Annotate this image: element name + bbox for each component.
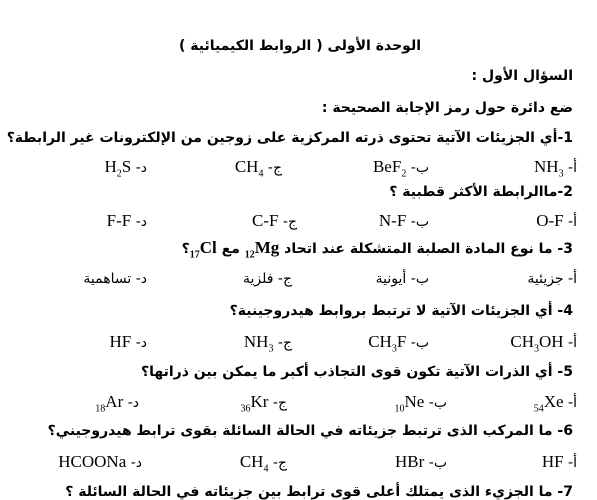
page-title: الوحدة الأولى ( الروابط الكيميائية ): [178, 38, 422, 54]
question-3: [182, 238, 573, 260]
option-letter: د-: [135, 271, 147, 287]
q4-option-a[interactable]: [510, 332, 577, 354]
q2-option-a[interactable]: [536, 211, 577, 231]
option-text: أيونية: [375, 271, 407, 287]
option-letter: ج-: [272, 395, 287, 411]
option-letter: ب-: [410, 335, 429, 351]
question-1: 1-أي الجزيئات الآتية تحتوى ذرته المركزية على زوجين من الإلكترونات غير الرابطة؟: [6, 130, 573, 146]
option-letter: أ-: [568, 214, 577, 230]
option-text: HBr: [395, 452, 425, 471]
option-text: $NH_3$: [243, 332, 274, 355]
option-text: فلزية: [242, 271, 274, 287]
q1-option-b[interactable]: [373, 157, 429, 179]
option-letter: د-: [127, 395, 139, 411]
option-text: $_{18}$Ar: [95, 392, 124, 415]
question-5: 5- أي الذرات الآتية تكون قوى التجاذب أكبر ما يمكن بين ذراتها؟: [141, 364, 573, 380]
q1-option-c[interactable]: [235, 157, 282, 179]
q3-qmark: ؟: [181, 241, 190, 257]
option-text: $NH_3$: [534, 157, 564, 180]
q4-option-c[interactable]: [244, 332, 292, 354]
section-heading: السؤال الأول :: [471, 68, 573, 84]
q1-option-d[interactable]: [105, 157, 148, 179]
question-2: 2-ماالرابطة الأكثر قطبية ؟: [389, 184, 573, 200]
q3-cl: $_{17}$Cl: [189, 238, 217, 261]
option-text: N-F: [378, 211, 407, 230]
q5-option-d[interactable]: [95, 392, 139, 414]
option-letter: ج-: [267, 160, 282, 176]
q3-option-d[interactable]: [83, 271, 147, 287]
option-text: $_{36}$Kr: [240, 392, 269, 415]
option-text: $CH_4$: [239, 452, 269, 475]
option-text: $CH_3OH$: [510, 332, 564, 355]
option-letter: ب-: [410, 214, 429, 230]
option-letter: ج-: [282, 214, 297, 230]
q3-option-c[interactable]: [243, 271, 292, 287]
option-letter: أ-: [568, 271, 577, 287]
option-letter: ج-: [277, 335, 292, 351]
option-text: $CH_4$: [234, 157, 264, 180]
q3-option-a[interactable]: [527, 271, 577, 287]
option-letter: ب-: [410, 271, 429, 287]
q3-option-b[interactable]: [376, 271, 429, 287]
question-4: 4- أي الجزيئات الآتية لا ترتبط بروابط هيدروجينية؟: [229, 303, 573, 319]
option-letter: د-: [130, 455, 142, 471]
option-text: جزيئية: [527, 271, 564, 287]
option-text: تساهمية: [83, 271, 132, 287]
option-text: F-F: [106, 211, 132, 230]
q6-option-c[interactable]: [240, 452, 287, 474]
question-6: 6- ما المركب الذى ترتبط جزيئاته في الحالة السائلة بقوى ترابط هيدروجيني؟: [47, 423, 573, 439]
q3-mg: $_{12}$Mg: [244, 238, 280, 261]
option-text: $_{10}$Ne: [394, 392, 425, 415]
option-letter: أ-: [568, 395, 577, 411]
question-7: 7- ما الجزيء الذى يمتلك أعلى قوى ترابط بين جزيئاته في الحالة السائلة ؟: [65, 484, 573, 500]
option-text: O-F: [536, 211, 564, 230]
option-letter: د-: [135, 335, 147, 351]
q1-option-a[interactable]: [534, 157, 577, 179]
option-letter: أ-: [568, 160, 577, 176]
option-letter: ب-: [410, 160, 429, 176]
option-text: C-F: [251, 211, 279, 230]
q6-option-a[interactable]: [542, 452, 577, 472]
q5-option-a[interactable]: [534, 392, 577, 414]
option-text: HCOONa: [58, 452, 127, 471]
option-letter: د-: [135, 214, 147, 230]
q6-option-b[interactable]: [395, 452, 447, 472]
option-letter: د-: [135, 160, 147, 176]
q3-text: 3- ما نوع المادة الصلبة المتشكلة عند اتحاد: [284, 241, 573, 257]
q5-option-b[interactable]: [394, 392, 447, 414]
option-text: HF: [541, 452, 564, 471]
option-letter: أ-: [568, 455, 577, 471]
q5-option-c[interactable]: [241, 392, 288, 414]
q3-with: مع: [221, 241, 240, 257]
q2-option-d[interactable]: [107, 211, 147, 231]
q4-option-b[interactable]: [368, 332, 429, 354]
option-letter: ب-: [428, 455, 447, 471]
option-letter: ج-: [277, 271, 292, 287]
option-text: HF: [109, 332, 132, 351]
option-text: $CH_3F$: [368, 332, 407, 355]
option-letter: ب-: [428, 395, 447, 411]
q2-option-c[interactable]: [252, 211, 297, 231]
option-text: BeF$_2$: [372, 157, 407, 180]
option-text: $_{54}$Xe: [533, 392, 564, 415]
q6-option-d[interactable]: [58, 452, 142, 472]
option-text: $H_2S$: [104, 157, 132, 180]
q4-option-d[interactable]: [110, 332, 147, 352]
option-letter: أ-: [568, 335, 577, 351]
q2-option-b[interactable]: [379, 211, 429, 231]
instruction: ضع دائرة حول رمز الإجابة الصحيحة :: [321, 100, 573, 116]
option-letter: ج-: [272, 455, 287, 471]
